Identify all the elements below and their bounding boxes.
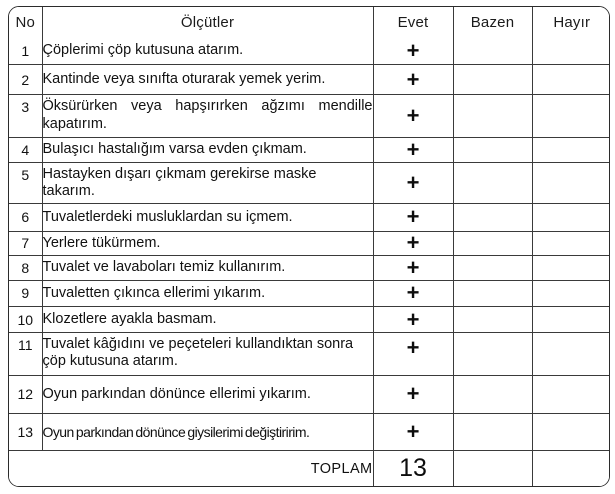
answer-sometimes-cell[interactable] (453, 306, 532, 332)
table-row (9, 204, 610, 231)
criterion-text: Oyun parkından dönünce ellerimi yıkarım. (42, 376, 373, 414)
table-row (9, 162, 610, 204)
answer-no-cell[interactable] (532, 256, 610, 280)
column-header-criteria: Ölçütler (42, 7, 373, 38)
criterion-text: Kantinde veya sınıfta oturarak yemek yerim. (42, 64, 373, 95)
answer-sometimes-cell[interactable] (453, 64, 532, 95)
criterion-text: Hastayken dışarı çıkmam gerekirse maske takarım. (42, 162, 373, 204)
criterion-text: Oyun parkından dönünce giysilerimi değiştiririm. (42, 413, 373, 451)
answer-sometimes-cell[interactable] (453, 333, 532, 376)
row-number: 2 (9, 64, 42, 95)
column-header-no: No (9, 7, 42, 38)
answer-sometimes-cell[interactable] (453, 204, 532, 231)
answer-no-cell[interactable] (532, 280, 610, 306)
row-number: 1 (9, 38, 42, 64)
header-row (9, 7, 610, 38)
column-header-no-answer: Hayır (532, 7, 610, 38)
row-number: 10 (9, 306, 42, 332)
table-body (9, 38, 610, 486)
answer-no-cell[interactable] (532, 204, 610, 231)
criterion-text: Tuvaletten çıkınca ellerimi yıkarım. (42, 280, 373, 306)
answer-no-cell[interactable] (532, 95, 610, 138)
criterion-text: Klozetlere ayakla basmam. (42, 306, 373, 332)
criterion-text: Tuvalet kâğıdını ve peçeteleri kullandıktan sonra çöp kutusuna atarım. (42, 333, 373, 376)
answer-no-cell[interactable] (532, 333, 610, 376)
row-number: 12 (9, 376, 42, 414)
row-number: 8 (9, 256, 42, 280)
answer-sometimes-cell[interactable] (453, 138, 532, 162)
row-number: 9 (9, 280, 42, 306)
answer-sometimes-cell[interactable] (453, 376, 532, 414)
total-no-value (532, 451, 610, 486)
table-row (9, 138, 610, 162)
answer-no-cell[interactable] (532, 306, 610, 332)
criterion-text: Bulaşıcı hastalığım varsa evden çıkmam. (42, 138, 373, 162)
answer-no-cell[interactable] (532, 376, 610, 414)
self-assessment-checklist-table (9, 7, 610, 486)
answer-yes-cell[interactable]: + (373, 204, 453, 231)
answer-yes-cell[interactable]: + (373, 162, 453, 204)
answer-sometimes-cell[interactable] (453, 231, 532, 255)
answer-yes-cell[interactable]: + (373, 280, 453, 306)
row-number: 6 (9, 204, 42, 231)
table-row (9, 38, 610, 64)
answer-yes-cell[interactable]: + (373, 256, 453, 280)
table-row (9, 413, 610, 451)
answer-yes-cell[interactable]: + (373, 376, 453, 414)
criterion-text: Öksürürken veya hapşırırken ağzımı mendille kapatırım. (42, 95, 373, 138)
row-number: 3 (9, 95, 42, 138)
criterion-text: Yerlere tükürmem. (42, 231, 373, 255)
answer-yes-cell[interactable]: + (373, 138, 453, 162)
answer-yes-cell[interactable]: + (373, 64, 453, 95)
row-number: 4 (9, 138, 42, 162)
answer-no-cell[interactable] (532, 162, 610, 204)
answer-yes-cell[interactable]: + (373, 333, 453, 376)
answer-yes-cell[interactable]: + (373, 413, 453, 451)
answer-no-cell[interactable] (532, 413, 610, 451)
answer-sometimes-cell[interactable] (453, 280, 532, 306)
answer-sometimes-cell[interactable] (453, 95, 532, 138)
table-row (9, 376, 610, 414)
row-number: 5 (9, 162, 42, 204)
criterion-text: Tuvalet ve lavaboları temiz kullanırım. (42, 256, 373, 280)
table-row (9, 231, 610, 255)
column-header-yes: Evet (373, 7, 453, 38)
answer-no-cell[interactable] (532, 38, 610, 64)
table-row (9, 333, 610, 376)
table-header (9, 7, 610, 38)
total-label: TOPLAM (9, 451, 373, 486)
checklist-table-frame (8, 6, 610, 487)
table-row (9, 280, 610, 306)
answer-no-cell[interactable] (532, 138, 610, 162)
row-number: 7 (9, 231, 42, 255)
table-row (9, 306, 610, 332)
answer-yes-cell[interactable]: + (373, 95, 453, 138)
answer-yes-cell[interactable]: + (373, 231, 453, 255)
answer-sometimes-cell[interactable] (453, 162, 532, 204)
criterion-text: Tuvaletlerdeki musluklardan su içmem. (42, 204, 373, 231)
answer-no-cell[interactable] (532, 231, 610, 255)
table-row (9, 64, 610, 95)
total-yes-value: 13 (373, 451, 453, 486)
row-number: 11 (9, 333, 42, 376)
answer-sometimes-cell[interactable] (453, 38, 532, 64)
answer-sometimes-cell[interactable] (453, 256, 532, 280)
table-row (9, 95, 610, 138)
answer-no-cell[interactable] (532, 64, 610, 95)
criterion-text: Çöplerimi çöp kutusuna atarım. (42, 38, 373, 64)
answer-yes-cell[interactable]: + (373, 38, 453, 64)
column-header-sometimes: Bazen (453, 7, 532, 38)
answer-sometimes-cell[interactable] (453, 413, 532, 451)
table-row (9, 256, 610, 280)
answer-yes-cell[interactable]: + (373, 306, 453, 332)
total-row (9, 451, 610, 486)
total-sometimes-value (453, 451, 532, 486)
row-number: 13 (9, 413, 42, 451)
